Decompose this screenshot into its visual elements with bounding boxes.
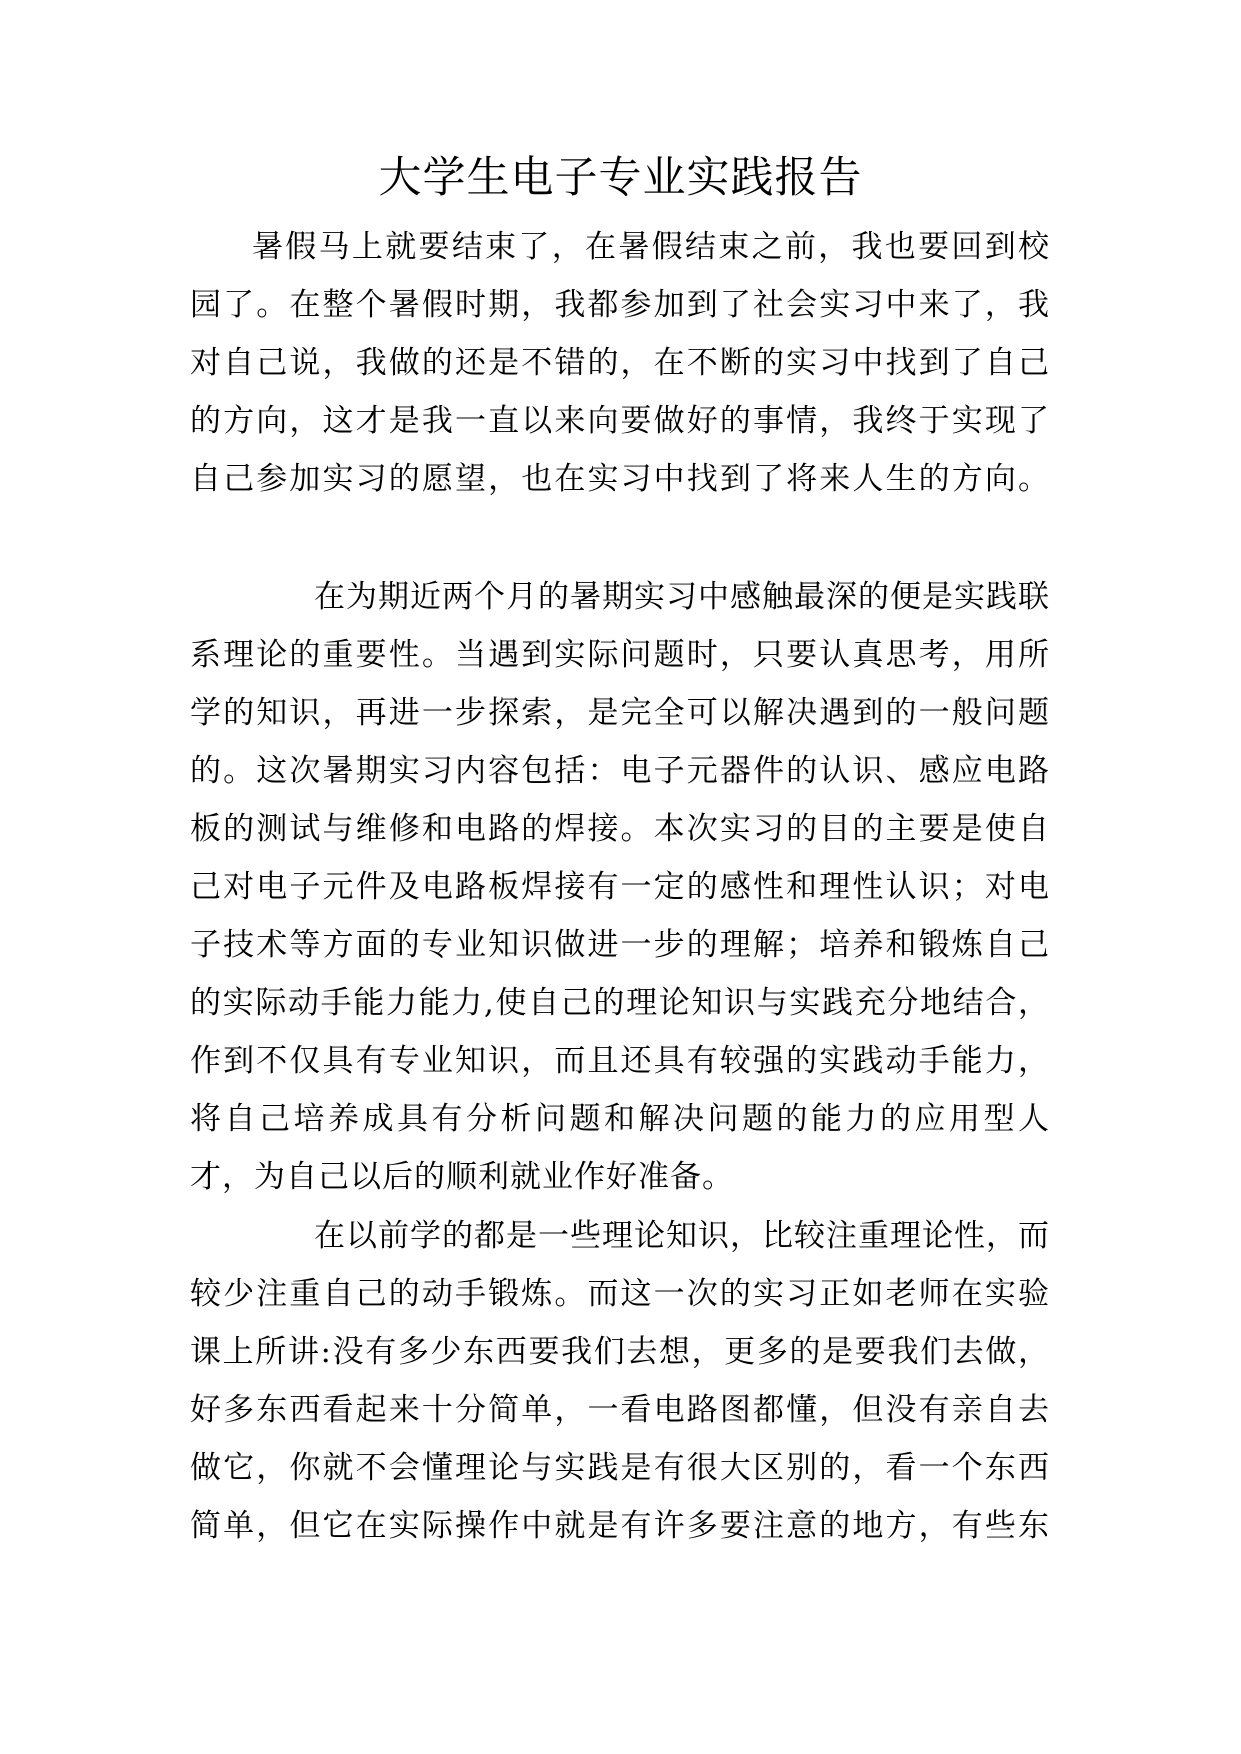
document-title: 大学生电子专业实践报告	[378, 153, 863, 203]
paragraph-line: 系理论的重要性。当遇到实际问题时，只要认真思考，用所	[190, 637, 1050, 673]
paragraph-line: 的实际动手能力能力,使自己的理论知识与实践充分地结合，	[190, 985, 1050, 1021]
paragraph-1	[190, 218, 1050, 508]
paragraph-line: 子技术等方面的专业知识做进一步的理解；培养和锻炼自己	[190, 927, 1050, 963]
paragraph-line: 对自己说，我做的还是不错的，在不断的实习中找到了自己	[190, 345, 1050, 381]
paragraph-line: 在为期近两个月的暑期实习中感触最深的便是实践联	[314, 579, 1050, 615]
paragraph-2	[190, 568, 1050, 1206]
paragraph-line: 己对电子元件及电路板焊接有一定的感性和理性认识；对电	[190, 869, 1050, 905]
paragraph-3	[190, 1207, 1050, 1555]
paragraph-line: 简单，但它在实际操作中就是有许多要注意的地方，有些东	[190, 1508, 1050, 1544]
paragraph-line: 的方向，这才是我一直以来向要做好的事情，我终于实现了	[190, 403, 1050, 439]
paragraph-line: 课上所讲:没有多少东西要我们去想，更多的是要我们去做，	[190, 1334, 1050, 1370]
paragraph-line: 园了。在整个暑假时期，我都参加到了社会实习中来了，我	[190, 287, 1050, 323]
paragraph-line: 在以前学的都是一些理论知识，比较注重理论性，而	[314, 1218, 1050, 1254]
paragraph-line: 作到不仅具有专业知识，而且还具有较强的实践动手能力，	[190, 1043, 1050, 1079]
paragraph-line: 的。这次暑期实习内容包括：电子元器件的认识、感应电路	[190, 753, 1050, 789]
paragraph-line: 才，为自己以后的顺利就业作好准备。	[190, 1159, 734, 1195]
paragraph-line: 做它，你就不会懂理论与实践是有很大区别的，看一个东西	[190, 1450, 1050, 1486]
paragraph-line: 暑假马上就要结束了，在暑假结束之前，我也要回到校	[252, 229, 1050, 265]
paragraph-line: 较少注重自己的动手锻炼。而这一次的实习正如老师在实验	[190, 1276, 1050, 1312]
paragraph-line: 将自己培养成具有分析问题和解决问题的能力的应用型人	[190, 1101, 1050, 1137]
paragraph-line: 板的测试与维修和电路的焊接。本次实习的目的主要是使自	[190, 811, 1050, 847]
paragraph-line: 好多东西看起来十分简单，一看电路图都懂，但没有亲自去	[190, 1392, 1050, 1428]
paragraph-line: 自己参加实习的愿望，也在实习中找到了将来人生的方向。	[190, 461, 1050, 497]
paragraph-line: 学的知识，再进一步探索，是完全可以解决遇到的一般问题	[190, 695, 1050, 731]
